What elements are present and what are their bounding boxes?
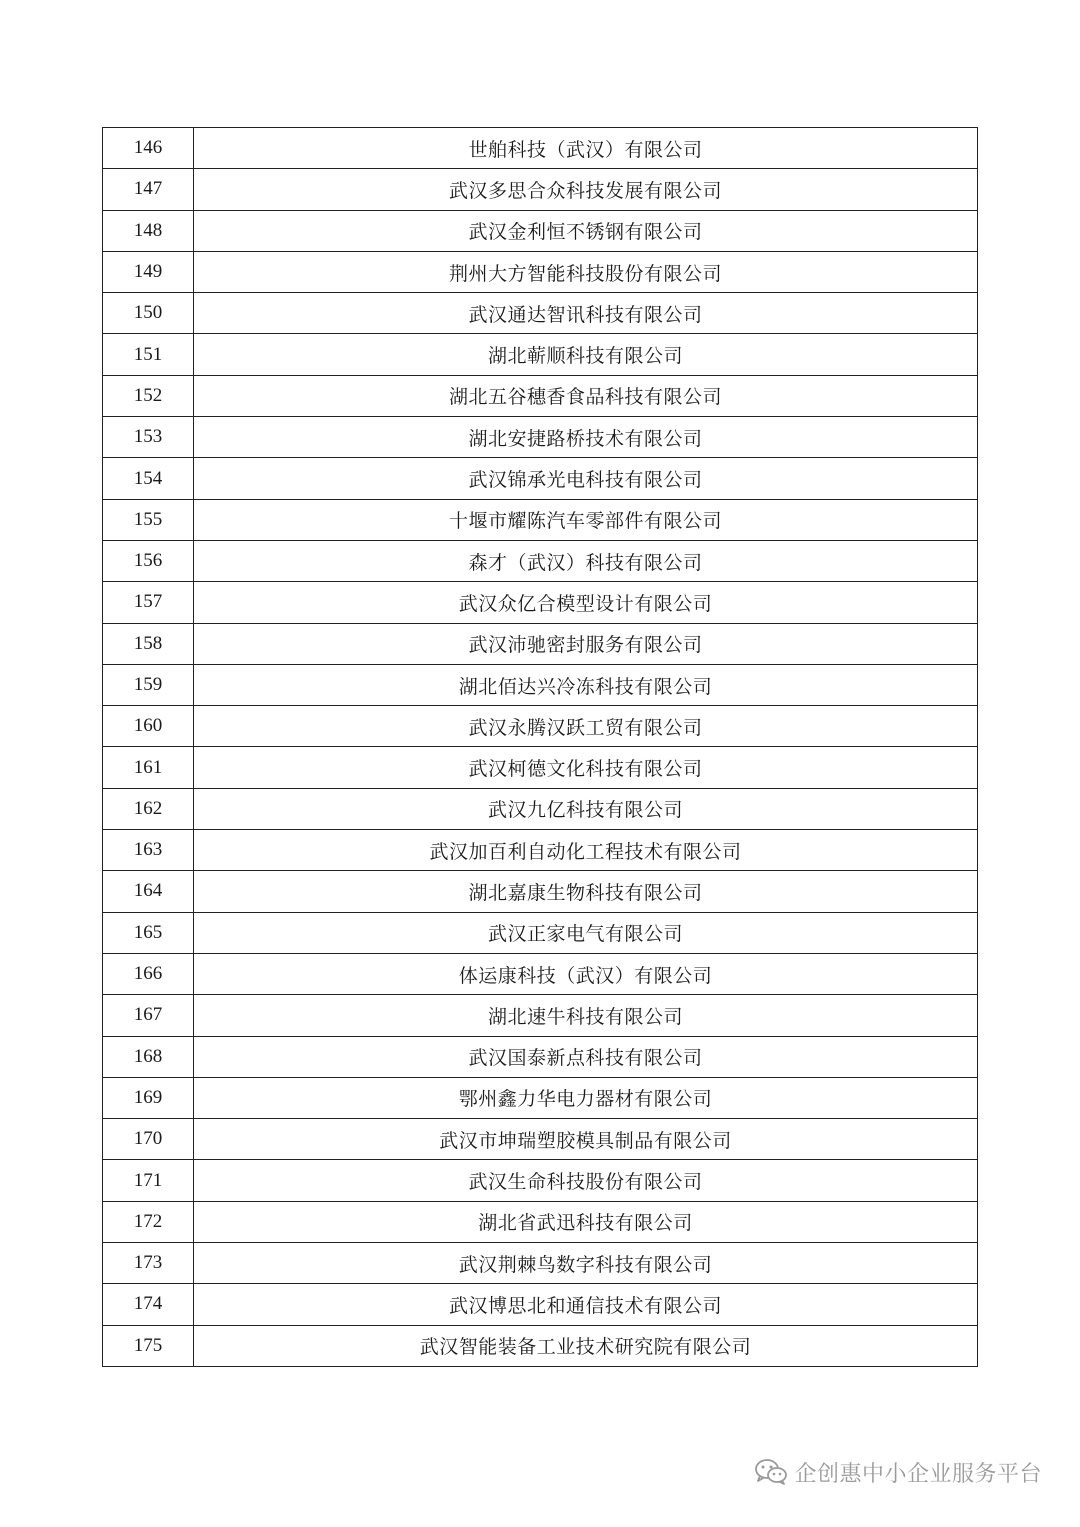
company-name-cell: 武汉沛驰密封服务有限公司 xyxy=(194,623,978,664)
table-row xyxy=(103,1119,978,1160)
table-row xyxy=(103,375,978,416)
row-number-cell: 154 xyxy=(103,458,194,499)
row-number-cell: 163 xyxy=(103,830,194,871)
row-number-cell: 151 xyxy=(103,334,194,375)
row-number-cell: 165 xyxy=(103,912,194,953)
row-number-cell: 172 xyxy=(103,1201,194,1242)
company-name-cell: 体运康科技（武汉）有限公司 xyxy=(194,953,978,994)
company-name-cell: 武汉荆棘鸟数字科技有限公司 xyxy=(194,1243,978,1284)
row-number-cell: 168 xyxy=(103,1036,194,1077)
row-number-cell: 175 xyxy=(103,1325,194,1366)
row-number-cell: 161 xyxy=(103,747,194,788)
row-number-cell: 155 xyxy=(103,499,194,540)
company-name-cell: 武汉柯德文化科技有限公司 xyxy=(194,747,978,788)
table-row xyxy=(103,128,978,169)
row-number-cell: 153 xyxy=(103,417,194,458)
row-number-cell: 167 xyxy=(103,995,194,1036)
table-row xyxy=(103,1077,978,1118)
table-row xyxy=(103,788,978,829)
table-row xyxy=(103,1160,978,1201)
table-row xyxy=(103,871,978,912)
row-number-cell: 148 xyxy=(103,210,194,251)
table-row xyxy=(103,540,978,581)
company-name-cell: 武汉正家电气有限公司 xyxy=(194,912,978,953)
watermark-text: 企创惠中小企业服务平台 xyxy=(794,1461,1042,1487)
row-number-cell: 156 xyxy=(103,540,194,581)
table-row xyxy=(103,1036,978,1077)
row-number-cell: 150 xyxy=(103,293,194,334)
row-number-cell: 147 xyxy=(103,169,194,210)
table-row xyxy=(103,953,978,994)
company-name-cell: 武汉众亿合模型设计有限公司 xyxy=(194,582,978,623)
table-row xyxy=(103,458,978,499)
company-name-cell: 武汉加百利自动化工程技术有限公司 xyxy=(194,830,978,871)
company-name-cell: 武汉多思合众科技发展有限公司 xyxy=(194,169,978,210)
company-name-cell: 武汉生命科技股份有限公司 xyxy=(194,1160,978,1201)
row-number-cell: 159 xyxy=(103,664,194,705)
company-name-cell: 武汉智能装备工业技术研究院有限公司 xyxy=(194,1325,978,1366)
company-name-cell: 湖北五谷穗香食品科技有限公司 xyxy=(194,375,978,416)
table-row xyxy=(103,417,978,458)
table-row xyxy=(103,499,978,540)
row-number-cell: 162 xyxy=(103,788,194,829)
company-name-cell: 湖北省武迅科技有限公司 xyxy=(194,1201,978,1242)
company-name-cell: 武汉锦承光电科技有限公司 xyxy=(194,458,978,499)
row-number-cell: 149 xyxy=(103,251,194,292)
table-row xyxy=(103,210,978,251)
row-number-cell: 157 xyxy=(103,582,194,623)
table-row xyxy=(103,623,978,664)
table-row xyxy=(103,664,978,705)
row-number-cell: 171 xyxy=(103,1160,194,1201)
company-name-cell: 湖北佰达兴冷冻科技有限公司 xyxy=(194,664,978,705)
company-name-cell: 湖北蕲顺科技有限公司 xyxy=(194,334,978,375)
company-list-table xyxy=(102,127,978,1367)
watermark xyxy=(754,1456,1042,1488)
company-name-cell: 湖北速牛科技有限公司 xyxy=(194,995,978,1036)
company-name-cell: 武汉永腾汉跃工贸有限公司 xyxy=(194,706,978,747)
table-row xyxy=(103,830,978,871)
table-row xyxy=(103,747,978,788)
row-number-cell: 146 xyxy=(103,128,194,169)
company-name-cell: 武汉金利恒不锈钢有限公司 xyxy=(194,210,978,251)
table-row xyxy=(103,582,978,623)
row-number-cell: 170 xyxy=(103,1119,194,1160)
company-name-cell: 鄂州鑫力华电力器材有限公司 xyxy=(194,1077,978,1118)
table-row xyxy=(103,706,978,747)
table-row xyxy=(103,1284,978,1325)
row-number-cell: 160 xyxy=(103,706,194,747)
table-body xyxy=(103,128,978,1367)
table-row xyxy=(103,293,978,334)
row-number-cell: 166 xyxy=(103,953,194,994)
table-row xyxy=(103,1325,978,1366)
row-number-cell: 152 xyxy=(103,375,194,416)
company-name-cell: 武汉通达智讯科技有限公司 xyxy=(194,293,978,334)
company-name-cell: 湖北安捷路桥技术有限公司 xyxy=(194,417,978,458)
wechat-icon xyxy=(754,1458,788,1486)
company-name-cell: 武汉博思北和通信技术有限公司 xyxy=(194,1284,978,1325)
table-row xyxy=(103,251,978,292)
company-name-cell: 十堰市耀陈汽车零部件有限公司 xyxy=(194,499,978,540)
company-name-cell: 武汉九亿科技有限公司 xyxy=(194,788,978,829)
table-row xyxy=(103,334,978,375)
row-number-cell: 174 xyxy=(103,1284,194,1325)
row-number-cell: 169 xyxy=(103,1077,194,1118)
row-number-cell: 164 xyxy=(103,871,194,912)
row-number-cell: 158 xyxy=(103,623,194,664)
table-row xyxy=(103,995,978,1036)
company-name-cell: 湖北嘉康生物科技有限公司 xyxy=(194,871,978,912)
company-name-cell: 世舶科技（武汉）有限公司 xyxy=(194,128,978,169)
row-number-cell: 173 xyxy=(103,1243,194,1284)
company-name-cell: 武汉国泰新点科技有限公司 xyxy=(194,1036,978,1077)
company-name-cell: 武汉市坤瑞塑胶模具制品有限公司 xyxy=(194,1119,978,1160)
table-row xyxy=(103,169,978,210)
table-row xyxy=(103,912,978,953)
company-name-cell: 森才（武汉）科技有限公司 xyxy=(194,540,978,581)
table-row xyxy=(103,1201,978,1242)
table-row xyxy=(103,1243,978,1284)
company-name-cell: 荆州大方智能科技股份有限公司 xyxy=(194,251,978,292)
